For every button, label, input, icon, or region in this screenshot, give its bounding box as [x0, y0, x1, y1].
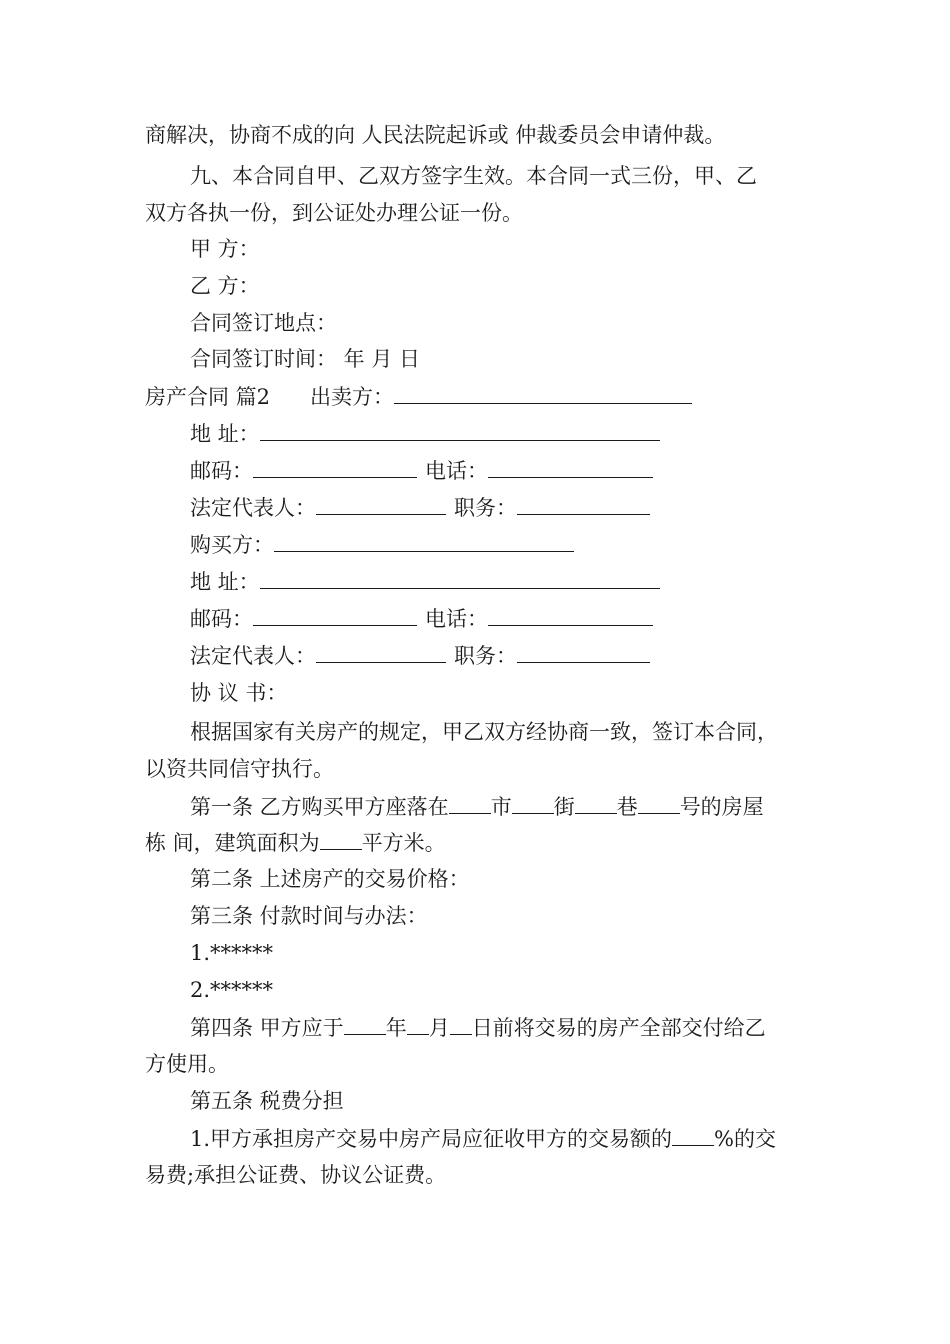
- party-a-label: 甲 方：: [190, 237, 260, 261]
- position-label: 职务：: [454, 644, 517, 668]
- address-blank: [260, 420, 660, 441]
- buyer-blank: [274, 531, 574, 552]
- article-5: 第五条 税费分担: [190, 1089, 344, 1113]
- street-label: 街: [553, 795, 575, 819]
- street-blank: [512, 793, 554, 814]
- article-1-text: 第一条 乙方购买甲方座落在: [190, 795, 449, 819]
- buyer-row: [190, 531, 574, 558]
- article-2: 第二条 上述房产的交易价格：: [190, 867, 470, 891]
- percent-blank: [672, 1125, 714, 1146]
- phone-label: 电话：: [425, 459, 488, 483]
- list-item: 2.******: [190, 978, 274, 1002]
- sign-place-label: 合同签订地点：: [190, 311, 337, 335]
- buyer-label: 购买方：: [190, 533, 274, 557]
- address-label: 地 址：: [190, 422, 260, 446]
- article-5-item-1: [190, 1125, 776, 1152]
- position-blank: [517, 494, 650, 515]
- lane-blank: [575, 793, 617, 814]
- phone-blank: [488, 605, 653, 626]
- area-text: 栋 间，建筑面积为: [145, 831, 320, 855]
- city-blank: [449, 793, 491, 814]
- buyer-address-row: [190, 568, 660, 595]
- legal-rep-blank: [316, 494, 446, 515]
- article-4-rest: 日前将交易的房产全部交付给乙: [471, 1016, 766, 1040]
- area-blank: [320, 829, 362, 850]
- month-blank: [407, 1014, 429, 1035]
- article-3: 第三条 付款时间与办法：: [190, 904, 428, 928]
- text-line: 九、本合同自甲、乙双方签字生效。本合同一式三份，甲、乙: [190, 164, 757, 188]
- postcode-label: 邮码：: [190, 459, 253, 483]
- phone-blank: [488, 457, 653, 478]
- number-label: 号的房屋: [679, 795, 764, 819]
- buyer-contact-row: [190, 605, 653, 632]
- address-label: 地 址：: [190, 570, 260, 594]
- month-label: 月: [428, 1016, 450, 1040]
- sign-date-label: 合同签订时间： 年 月 日: [190, 347, 421, 371]
- phone-label: 电话：: [425, 607, 488, 631]
- city-label: 市: [490, 795, 512, 819]
- contract-heading: [145, 383, 692, 410]
- seller-address-row: [190, 420, 660, 447]
- article-4-line: [190, 1014, 766, 1041]
- year-label: 年: [385, 1016, 407, 1040]
- legal-rep-blank: [316, 642, 446, 663]
- party-b-label: 乙 方：: [190, 274, 260, 298]
- seller-rep-row: [190, 494, 650, 521]
- postcode-blank: [253, 457, 417, 478]
- position-label: 职务：: [454, 496, 517, 520]
- agreement-label: 协 议 书：: [190, 681, 288, 705]
- article-1-line-2: [145, 829, 446, 856]
- number-blank: [638, 793, 680, 814]
- postcode-label: 邮码：: [190, 607, 253, 631]
- area-unit: 平方米。: [361, 831, 446, 855]
- text-line: 双方各执一份，到公证处办理公证一份。: [145, 201, 523, 225]
- seller-contact-row: [190, 457, 653, 484]
- buyer-rep-row: [190, 642, 650, 669]
- address-blank: [260, 568, 660, 589]
- postcode-blank: [253, 605, 417, 626]
- year-blank: [344, 1014, 386, 1035]
- text-line: 易费;承担公证费、协议公证费。: [145, 1163, 447, 1187]
- text-line: 根据国家有关房产的规定，甲乙双方经协商一致，签订本合同，: [190, 720, 778, 744]
- seller-blank: [394, 383, 692, 404]
- position-blank: [517, 642, 650, 663]
- legal-rep-label: 法定代表人：: [190, 644, 316, 668]
- seller-label: 出卖方：: [310, 385, 395, 409]
- list-item: 1.******: [190, 941, 274, 965]
- text-line: 商解决，协商不成的向 人民法院起诉或 仲裁委员会申请仲裁。: [145, 123, 726, 147]
- tax-text: 1.甲方承担房产交易中房产局应征收甲方的交易额的: [190, 1127, 673, 1151]
- article-1-line: [190, 793, 764, 820]
- text-line: 方使用。: [145, 1052, 229, 1076]
- text-line: 以资共同信守执行。: [145, 757, 334, 781]
- lane-label: 巷: [616, 795, 638, 819]
- legal-rep-label: 法定代表人：: [190, 496, 316, 520]
- day-blank: [450, 1014, 472, 1035]
- article-4-text: 第四条 甲方应于: [190, 1016, 344, 1040]
- heading-label: 房产合同 篇2: [145, 385, 271, 409]
- tax-text-end: %的交: [714, 1127, 777, 1151]
